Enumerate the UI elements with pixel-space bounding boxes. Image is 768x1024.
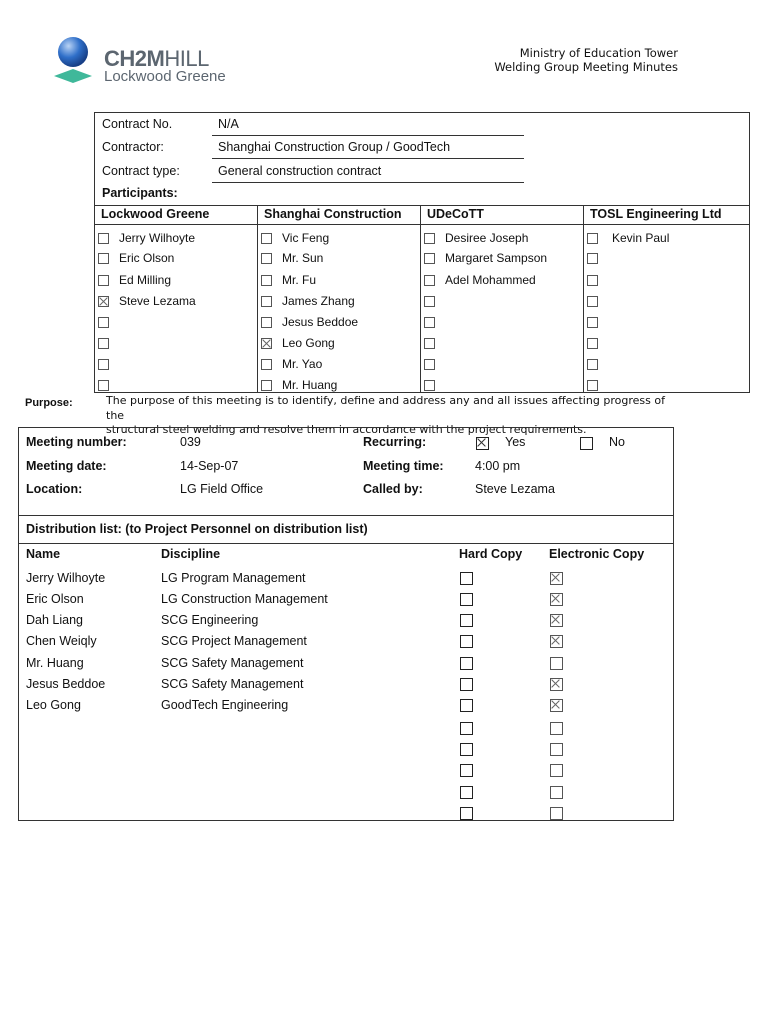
participant-name: James Zhang bbox=[282, 294, 355, 308]
participant-checkbox[interactable] bbox=[587, 296, 598, 307]
location-value: LG Field Office bbox=[180, 482, 264, 496]
document-header bbox=[460, 46, 678, 74]
hard-copy-checkbox[interactable] bbox=[460, 635, 473, 648]
electronic-copy-checkbox[interactable] bbox=[550, 572, 563, 585]
contractor-value: Shanghai Construction Group / GoodTech bbox=[218, 140, 451, 154]
participant-name: Mr. Huang bbox=[282, 378, 338, 392]
recurring-no-label: No bbox=[609, 435, 625, 449]
participant-checkbox[interactable] bbox=[587, 380, 598, 391]
distribution-row-discipline: SCG Safety Management bbox=[161, 677, 304, 691]
dist-header-discipline: Discipline bbox=[161, 547, 221, 561]
recurring-yes-label: Yes bbox=[505, 435, 526, 449]
hard-copy-checkbox[interactable] bbox=[460, 657, 473, 670]
recurring-yes-checkbox[interactable] bbox=[476, 437, 489, 450]
contract-number-label: Contract No. bbox=[102, 117, 173, 131]
contract-type-label: Contract type: bbox=[102, 164, 180, 178]
hard-copy-checkbox[interactable] bbox=[460, 786, 473, 799]
document-title: Welding Group Meeting Minutes bbox=[494, 60, 678, 74]
electronic-copy-checkbox[interactable] bbox=[550, 635, 563, 648]
electronic-copy-checkbox[interactable] bbox=[550, 743, 563, 756]
participant-checkbox[interactable] bbox=[424, 296, 435, 307]
participant-column-header: Shanghai Construction bbox=[264, 207, 402, 221]
participant-column-header: TOSL Engineering Ltd bbox=[590, 207, 722, 221]
hard-copy-checkbox[interactable] bbox=[460, 572, 473, 585]
electronic-copy-checkbox[interactable] bbox=[550, 699, 563, 712]
electronic-copy-checkbox[interactable] bbox=[550, 786, 563, 799]
hard-copy-checkbox[interactable] bbox=[460, 743, 473, 756]
called-by-label: Called by: bbox=[363, 482, 423, 496]
participant-name: Mr. Yao bbox=[282, 357, 323, 371]
participant-checkbox[interactable] bbox=[98, 359, 109, 370]
participant-checkbox[interactable] bbox=[261, 317, 272, 328]
participant-name: Adel Mohammed bbox=[445, 273, 536, 287]
participant-checkbox[interactable] bbox=[261, 380, 272, 391]
electronic-copy-checkbox[interactable] bbox=[550, 764, 563, 777]
participant-checkbox[interactable] bbox=[98, 296, 109, 307]
distribution-row-discipline: LG Program Management bbox=[161, 571, 306, 585]
distribution-row-discipline: LG Construction Management bbox=[161, 592, 328, 606]
participant-checkbox[interactable] bbox=[587, 253, 598, 264]
contract-number-value: N/A bbox=[218, 117, 239, 131]
purpose-line-1: The purpose of this meeting is to identify, define and address any and all issues affecting progress of the bbox=[106, 394, 665, 422]
logo-globe-icon bbox=[52, 36, 104, 88]
participant-checkbox[interactable] bbox=[424, 253, 435, 264]
contractor-label: Contractor: bbox=[102, 140, 164, 154]
project-title: Ministry of Education Tower bbox=[519, 46, 678, 60]
distribution-row-discipline: SCG Project Management bbox=[161, 634, 307, 648]
participant-checkbox[interactable] bbox=[587, 233, 598, 244]
participant-name: Steve Lezama bbox=[119, 294, 196, 308]
meeting-date-label: Meeting date: bbox=[26, 459, 107, 473]
distribution-row-discipline: GoodTech Engineering bbox=[161, 698, 289, 712]
participant-name: Leo Gong bbox=[282, 336, 335, 350]
dist-header-hard-copy: Hard Copy bbox=[459, 547, 523, 561]
participant-name: Eric Olson bbox=[119, 251, 175, 265]
participant-name: Mr. Sun bbox=[282, 251, 324, 265]
meeting-number-label: Meeting number: bbox=[26, 435, 127, 449]
hard-copy-checkbox[interactable] bbox=[460, 722, 473, 735]
participant-checkbox[interactable] bbox=[261, 253, 272, 264]
electronic-copy-checkbox[interactable] bbox=[550, 614, 563, 627]
dist-header-electronic-copy: Electronic Copy bbox=[549, 547, 645, 561]
participant-checkbox[interactable] bbox=[98, 338, 109, 349]
participant-checkbox[interactable] bbox=[261, 338, 272, 349]
logo-wordmark: CH2MHILL bbox=[104, 46, 209, 71]
participant-checkbox[interactable] bbox=[261, 233, 272, 244]
meeting-date-value: 14-Sep-07 bbox=[180, 459, 239, 473]
meeting-box bbox=[18, 427, 674, 821]
logo-subtitle: Lockwood Greene bbox=[104, 68, 226, 85]
distribution-row-name: Chen Weiqly bbox=[26, 634, 97, 648]
dist-header-name: Name bbox=[26, 547, 61, 561]
participant-name: Jerry Wilhoyte bbox=[119, 231, 196, 245]
participant-name: Ed Milling bbox=[119, 273, 172, 287]
participant-column-header: UDeCoTT bbox=[427, 207, 484, 221]
distribution-row-name: Dah Liang bbox=[26, 613, 83, 627]
meeting-number-value: 039 bbox=[180, 435, 201, 449]
participant-name: Mr. Fu bbox=[282, 273, 317, 287]
participant-checkbox[interactable] bbox=[261, 275, 272, 286]
hard-copy-checkbox[interactable] bbox=[460, 807, 473, 820]
distribution-row-name: Jesus Beddoe bbox=[26, 677, 106, 691]
participant-checkbox[interactable] bbox=[98, 233, 109, 244]
called-by-value: Steve Lezama bbox=[475, 482, 555, 496]
participant-checkbox[interactable] bbox=[587, 275, 598, 286]
participant-checkbox[interactable] bbox=[261, 296, 272, 307]
distribution-row-name: Leo Gong bbox=[26, 698, 81, 712]
distribution-row-discipline: SCG Safety Management bbox=[161, 656, 304, 670]
hard-copy-checkbox[interactable] bbox=[460, 593, 473, 606]
participant-checkbox[interactable] bbox=[424, 359, 435, 370]
electronic-copy-checkbox[interactable] bbox=[550, 722, 563, 735]
hard-copy-checkbox[interactable] bbox=[460, 678, 473, 691]
recurring-label: Recurring: bbox=[363, 435, 427, 449]
participant-checkbox[interactable] bbox=[424, 317, 435, 328]
participant-name: Margaret Sampson bbox=[445, 251, 548, 265]
hard-copy-checkbox[interactable] bbox=[460, 699, 473, 712]
electronic-copy-checkbox[interactable] bbox=[550, 807, 563, 820]
participant-column-header: Lockwood Greene bbox=[101, 207, 210, 221]
participant-name: Jesus Beddoe bbox=[282, 315, 359, 329]
electronic-copy-checkbox[interactable] bbox=[550, 678, 563, 691]
participant-checkbox[interactable] bbox=[98, 275, 109, 286]
recurring-no-checkbox[interactable] bbox=[580, 437, 593, 450]
participant-checkbox[interactable] bbox=[587, 359, 598, 370]
participant-checkbox[interactable] bbox=[98, 253, 109, 264]
contract-type-value: General construction contract bbox=[218, 164, 382, 178]
meeting-time-value: 4:00 pm bbox=[475, 459, 521, 473]
participants-label: Participants: bbox=[102, 186, 178, 200]
hard-copy-checkbox[interactable] bbox=[460, 764, 473, 777]
distribution-title: Distribution list: (to Project Personnel on distribution list) bbox=[26, 522, 368, 536]
participant-checkbox[interactable] bbox=[587, 317, 598, 328]
participant-checkbox[interactable] bbox=[98, 317, 109, 328]
contract-participants-box bbox=[94, 112, 750, 393]
participant-checkbox[interactable] bbox=[261, 359, 272, 370]
participant-name: Kevin Paul bbox=[612, 231, 670, 245]
participant-name: Vic Feng bbox=[282, 231, 330, 245]
purpose-label: Purpose: bbox=[25, 397, 73, 409]
distribution-row-name: Jerry Wilhoyte bbox=[26, 571, 106, 585]
meeting-time-label: Meeting time: bbox=[363, 459, 444, 473]
location-label: Location: bbox=[26, 482, 83, 496]
electronic-copy-checkbox[interactable] bbox=[550, 593, 563, 606]
participant-checkbox[interactable] bbox=[98, 380, 109, 391]
hard-copy-checkbox[interactable] bbox=[460, 614, 473, 627]
distribution-row-name: Eric Olson bbox=[26, 592, 84, 606]
participant-checkbox[interactable] bbox=[424, 338, 435, 349]
participant-name: Desiree Joseph bbox=[445, 231, 529, 245]
participant-checkbox[interactable] bbox=[424, 233, 435, 244]
distribution-row-discipline: SCG Engineering bbox=[161, 613, 259, 627]
participant-checkbox[interactable] bbox=[424, 275, 435, 286]
purpose-line-2: structural steel welding and resolve them in accordance with the project requirements. bbox=[106, 423, 587, 436]
participant-checkbox[interactable] bbox=[424, 380, 435, 391]
electronic-copy-checkbox[interactable] bbox=[550, 657, 563, 670]
distribution-row-name: Mr. Huang bbox=[26, 656, 84, 670]
participant-checkbox[interactable] bbox=[587, 338, 598, 349]
